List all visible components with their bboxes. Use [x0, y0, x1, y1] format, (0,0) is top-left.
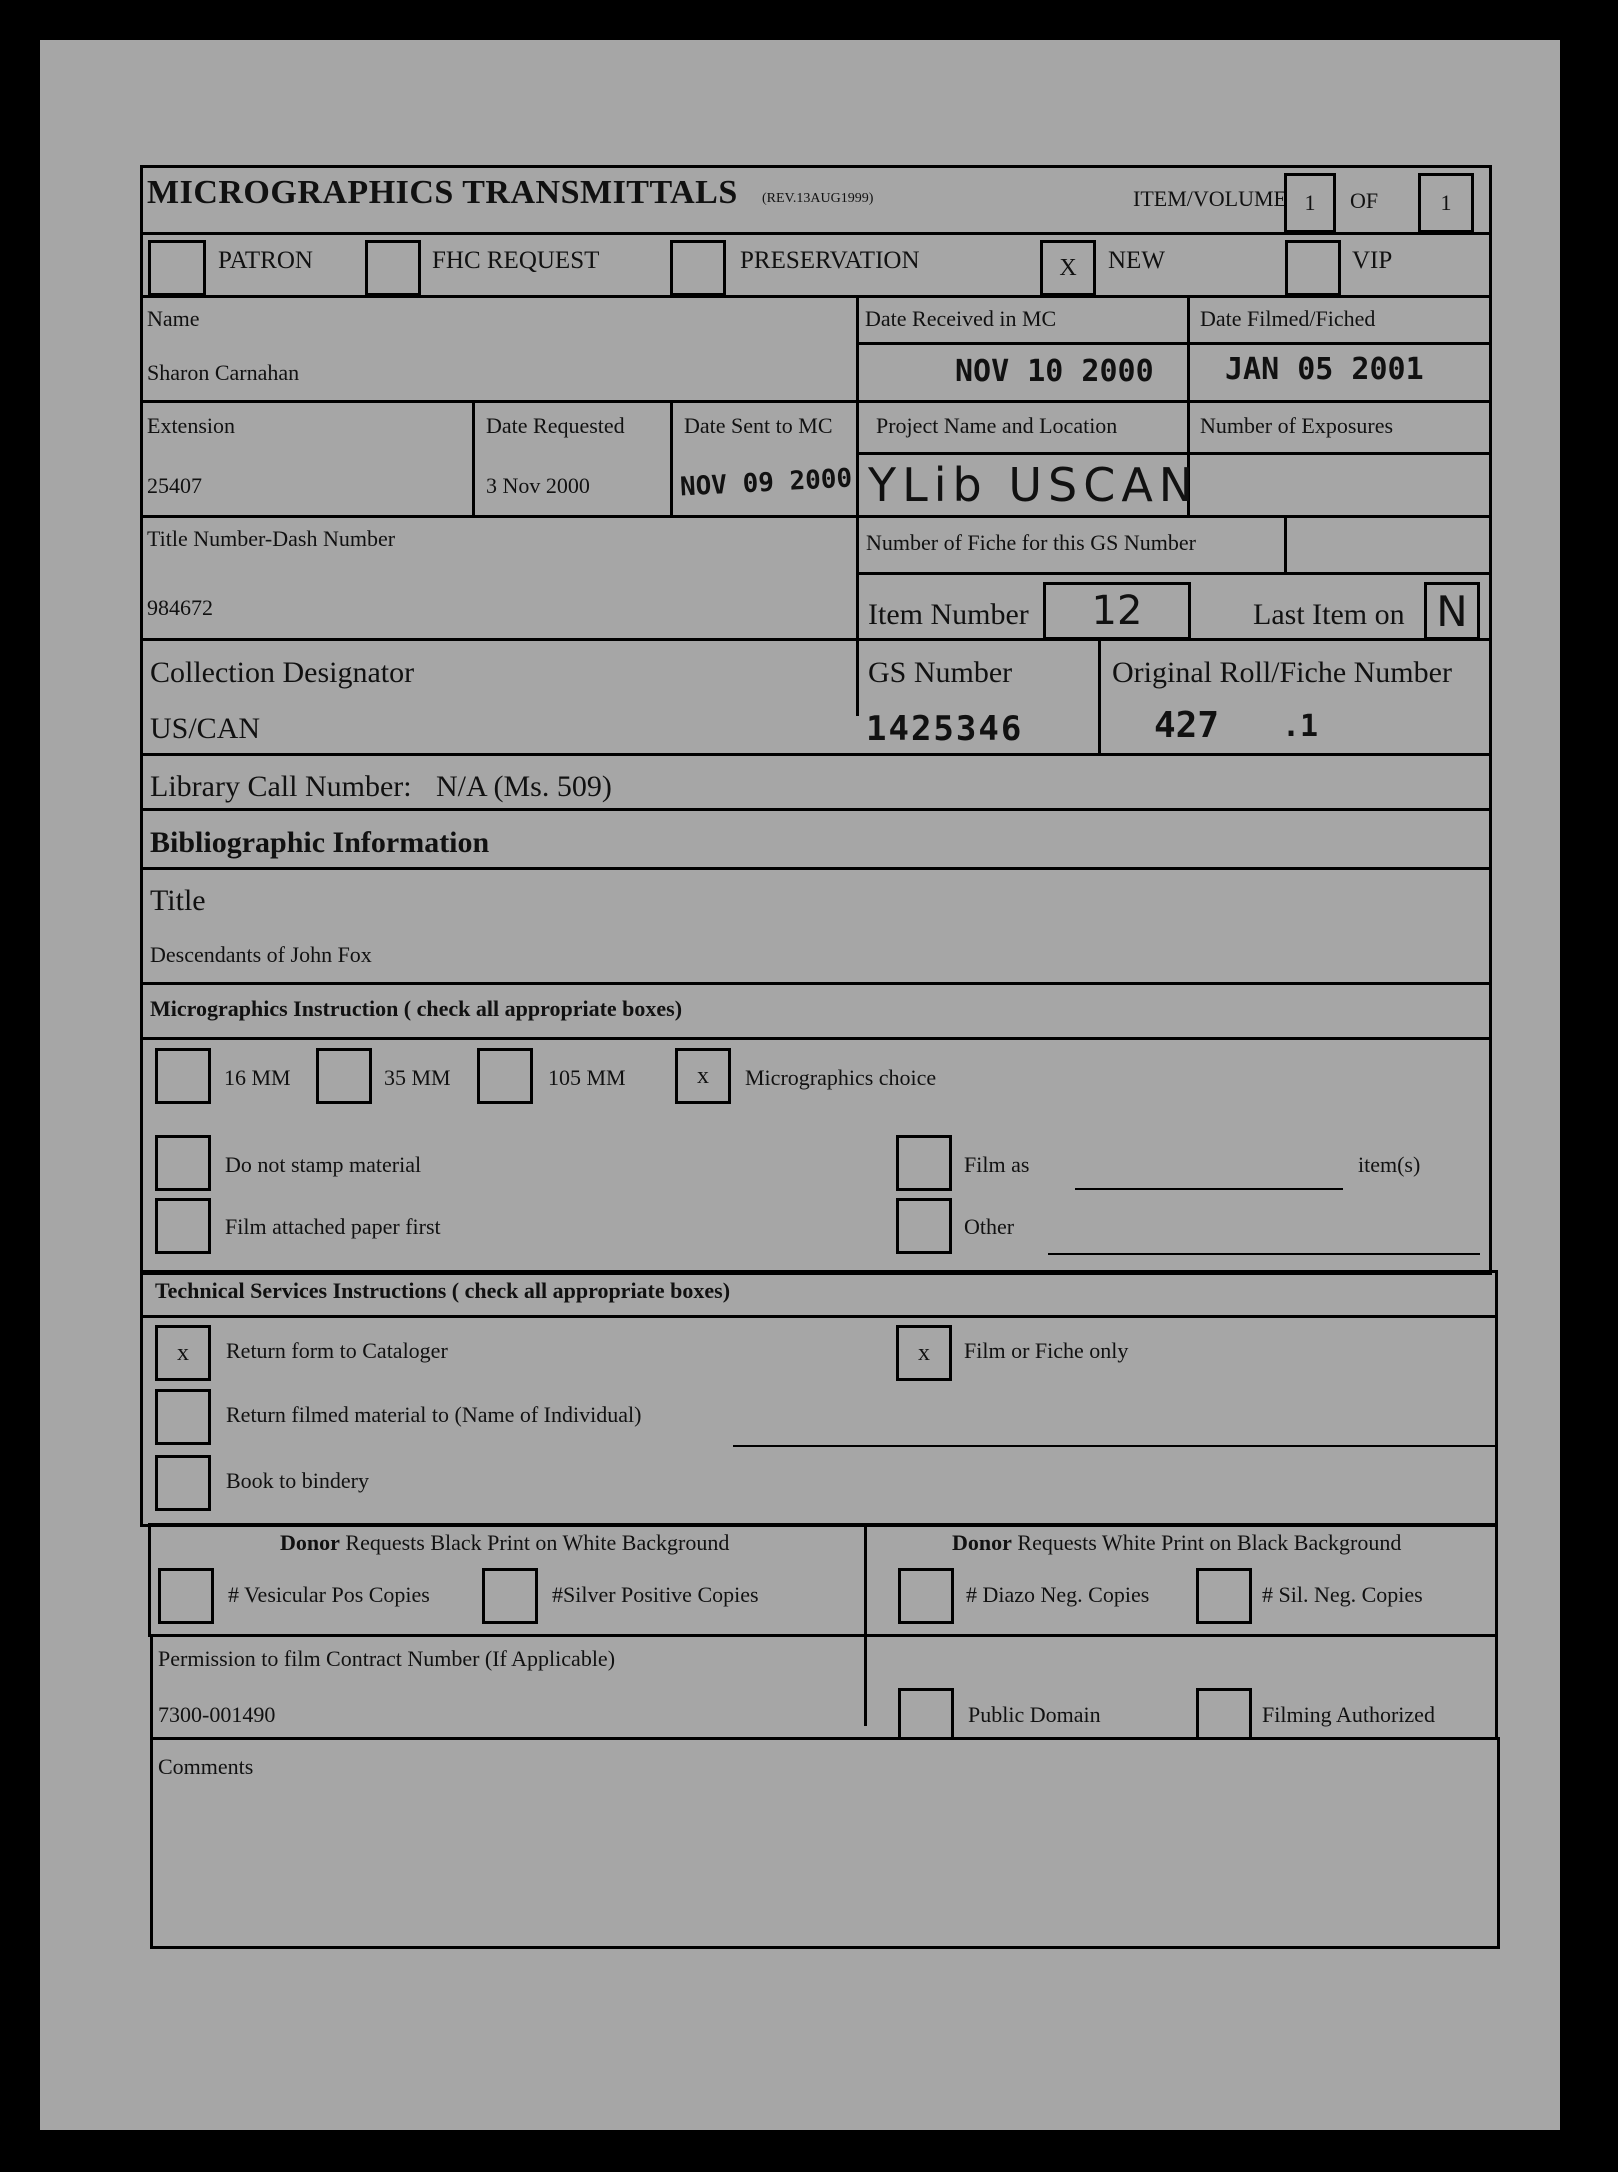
preservation-checkbox[interactable]: [670, 240, 726, 296]
library-call-value[interactable]: N/A (Ms. 509): [436, 770, 612, 803]
35mm-checkbox[interactable]: [316, 1048, 372, 1104]
date-filmed-stamp[interactable]: JAN 05 2001: [1225, 352, 1424, 387]
of-value[interactable]: 1: [1418, 173, 1474, 233]
gs-number-stamp[interactable]: 1425346: [866, 709, 1024, 749]
donor-black-heading: [280, 1532, 729, 1554]
original-roll-suffix[interactable]: .1: [1282, 709, 1319, 744]
filming-authorized-checkbox[interactable]: [1196, 1688, 1252, 1740]
vesicular-checkbox[interactable]: [158, 1568, 214, 1624]
film-attached-checkbox[interactable]: [155, 1198, 211, 1254]
title-number-label: Title Number-Dash Number: [147, 526, 396, 551]
film-attached-label: Film attached paper first: [225, 1214, 441, 1239]
project-value[interactable]: YLib USCAN: [868, 458, 1200, 512]
comments-label: Comments: [158, 1754, 254, 1779]
105mm-checkbox[interactable]: [477, 1048, 533, 1104]
bibliographic-title-label: Title: [150, 884, 206, 917]
silver-positive-checkbox[interactable]: [482, 1568, 538, 1624]
film-or-fiche-label: Film or Fiche only: [964, 1338, 1129, 1363]
bindery-label: Book to bindery: [226, 1468, 369, 1493]
title-number-value[interactable]: 984672: [147, 595, 213, 620]
16mm-checkbox[interactable]: [155, 1048, 211, 1104]
item-volume-value[interactable]: 1: [1284, 173, 1336, 233]
divider: [1284, 516, 1287, 573]
extension-label: Extension: [147, 413, 235, 438]
original-roll-stamp[interactable]: 427: [1154, 705, 1220, 746]
return-filmed-checkbox[interactable]: [155, 1389, 211, 1445]
patron-checkbox[interactable]: [148, 240, 206, 296]
donor-black-heading-rest: Requests Black Print on White Background: [339, 1530, 730, 1555]
last-item-label: Last Item on: [1253, 598, 1405, 631]
16mm-label: 16 MM: [224, 1065, 291, 1090]
original-roll-label: Original Roll/Fiche Number: [1112, 656, 1452, 689]
donor-white-heading-rest: Requests White Print on Black Background: [1011, 1530, 1402, 1555]
silver-positive-label: #Silver Positive Copies: [552, 1582, 759, 1607]
date-filmed-label: Date Filmed/Fiched: [1200, 306, 1376, 331]
collection-label: Collection Designator: [150, 656, 415, 689]
item-number-label: Item Number: [868, 598, 1029, 631]
date-requested-value[interactable]: 3 Nov 2000: [486, 473, 590, 498]
library-call-label: Library Call Number:: [150, 770, 412, 803]
technical-heading: Technical Services Instructions ( check all appropriate boxes): [155, 1278, 731, 1303]
silver-negative-checkbox[interactable]: [1196, 1568, 1252, 1624]
do-not-stamp-checkbox[interactable]: [155, 1135, 211, 1191]
permission-value[interactable]: 7300-001490: [158, 1702, 276, 1727]
micrographics-heading: Micrographics Instruction ( check all appropriate boxes): [150, 996, 683, 1021]
bibliographic-title-row: [140, 867, 1492, 985]
fiche-count-label: Number of Fiche for this GS Number: [866, 530, 1196, 555]
item-volume-label: ITEM/VOLUME: [1133, 186, 1287, 211]
date-sent-label: Date Sent to MC: [684, 413, 833, 438]
return-filmed-line[interactable]: [733, 1445, 1498, 1447]
micrographics-choice-label: Micrographics choice: [745, 1065, 937, 1090]
divider: [1098, 639, 1101, 755]
film-as-line[interactable]: [1075, 1188, 1343, 1190]
vesicular-label: # Vesicular Pos Copies: [228, 1582, 430, 1607]
donor-black-heading-bold: Donor: [280, 1530, 340, 1555]
permission-label: Permission to film Contract Number (If Applicable): [158, 1646, 616, 1671]
return-form-label: Return form to Cataloger: [226, 1338, 448, 1363]
of-label: OF: [1350, 188, 1379, 213]
collection-value[interactable]: US/CAN: [150, 712, 261, 745]
do-not-stamp-label: Do not stamp material: [225, 1152, 422, 1177]
date-sent-stamp[interactable]: NOV 09 2000: [679, 463, 853, 503]
micrographics-choice-checkbox[interactable]: x: [675, 1048, 731, 1104]
bibliographic-heading: Bibliographic Information: [150, 826, 490, 859]
divider: [670, 401, 673, 517]
return-form-checkbox[interactable]: x: [155, 1325, 211, 1381]
film-as-suffix: item(s): [1358, 1152, 1421, 1177]
exposures-label: Number of Exposures: [1200, 413, 1394, 438]
form-revision: (REV.13AUG1999): [762, 191, 874, 206]
film-as-checkbox[interactable]: [896, 1135, 952, 1191]
film-as-label: Film as: [964, 1152, 1030, 1177]
item-number-value[interactable]: 12: [1043, 582, 1191, 640]
extension-value[interactable]: 25407: [147, 473, 202, 498]
divider: [857, 452, 1491, 455]
date-received-label: Date Received in MC: [865, 306, 1057, 331]
35mm-label: 35 MM: [384, 1065, 451, 1090]
bindery-checkbox[interactable]: [155, 1455, 211, 1511]
divider: [857, 342, 1491, 345]
name-label: Name: [147, 306, 200, 331]
patron-label: PATRON: [218, 247, 313, 274]
date-received-stamp[interactable]: NOV 10 2000: [955, 354, 1154, 389]
last-item-value[interactable]: N: [1424, 582, 1480, 640]
donor-white-heading-bold: Donor: [952, 1530, 1012, 1555]
vip-checkbox[interactable]: [1285, 240, 1341, 296]
project-label: Project Name and Location: [876, 413, 1118, 438]
fhc-request-label: FHC REQUEST: [432, 247, 600, 274]
divider: [857, 572, 1491, 575]
public-domain-checkbox[interactable]: [898, 1688, 954, 1740]
other-line[interactable]: [1048, 1253, 1480, 1255]
return-filmed-label: Return filmed material to (Name of Individual): [226, 1402, 642, 1427]
divider: [472, 401, 475, 517]
date-requested-label: Date Requested: [486, 413, 625, 438]
silver-negative-label: # Sil. Neg. Copies: [1262, 1582, 1423, 1607]
diazo-checkbox[interactable]: [898, 1568, 954, 1624]
form-title: MICROGRAPHICS TRANSMITTALS: [147, 174, 738, 211]
105mm-label: 105 MM: [548, 1065, 626, 1090]
bibliographic-title-value[interactable]: Descendants of John Fox: [150, 942, 372, 967]
name-value[interactable]: Sharon Carnahan: [147, 360, 300, 385]
vip-label: VIP: [1352, 247, 1393, 274]
fhc-request-checkbox[interactable]: [365, 240, 421, 296]
comments-box[interactable]: [150, 1737, 1500, 1949]
donor-white-heading: [952, 1532, 1401, 1554]
filming-authorized-label: Filming Authorized: [1262, 1702, 1435, 1727]
other-checkbox[interactable]: [896, 1198, 952, 1254]
new-checkbox[interactable]: X: [1040, 240, 1096, 296]
film-or-fiche-checkbox[interactable]: x: [896, 1325, 952, 1381]
gs-number-label: GS Number: [868, 656, 1013, 689]
public-domain-label: Public Domain: [968, 1702, 1101, 1727]
diazo-label: # Diazo Neg. Copies: [966, 1582, 1150, 1607]
preservation-label: PRESERVATION: [740, 247, 920, 274]
other-label: Other: [964, 1214, 1015, 1239]
new-label: NEW: [1108, 247, 1165, 274]
